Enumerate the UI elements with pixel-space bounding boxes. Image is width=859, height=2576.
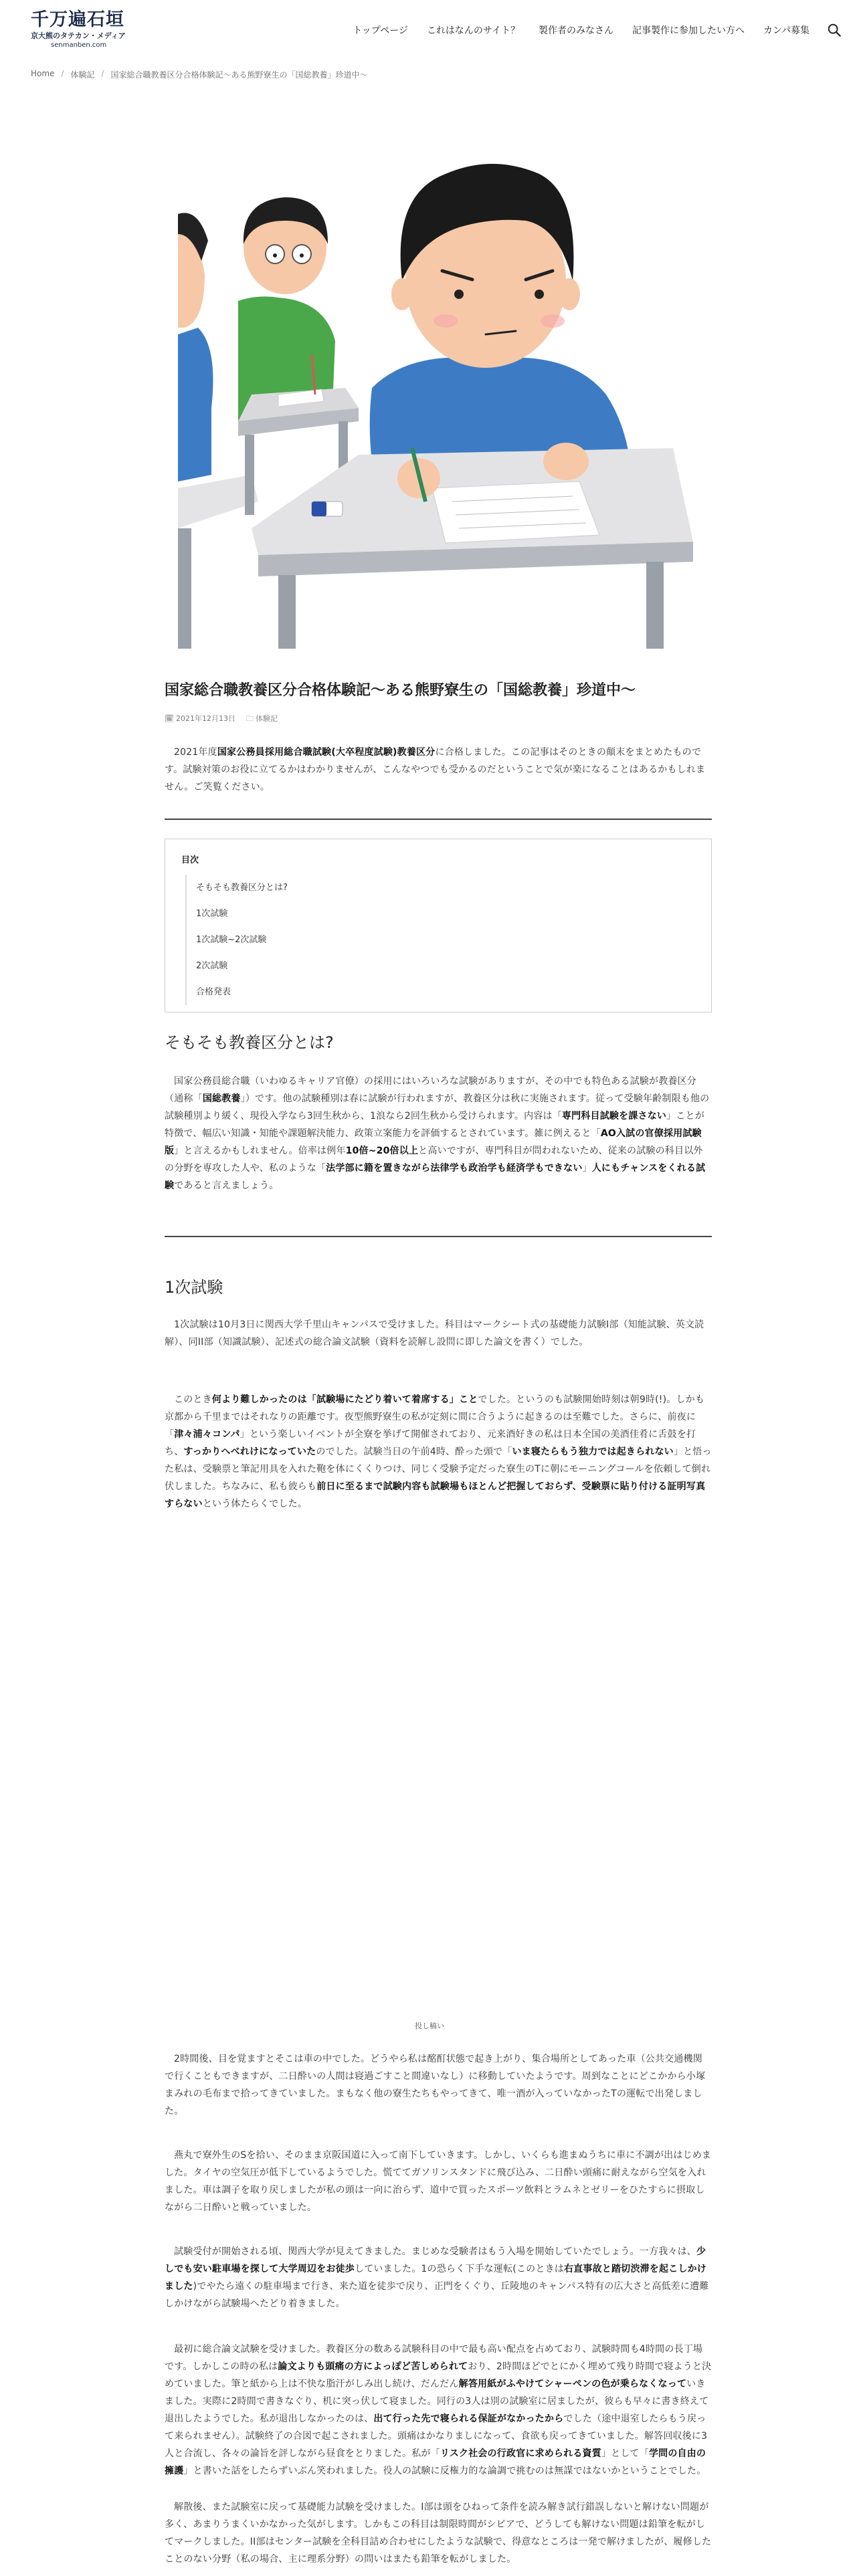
text-run: に合格しました。この記事はそのときの顛末をまとめたものです。試験対策のお役に立てるかはわかりませんが、こんなやつでも受かるのだということで気が楽になることはあるかもしれません。ご笑覧ください。 — [165, 747, 706, 792]
ad-label: 投し稿い — [415, 2022, 444, 2030]
toc-item[interactable]: 1次試験~2次試験 — [196, 935, 267, 945]
text-run: いきました。実際に2時間で書きなぐり、机に突っ伏して寝ました。同行の3人は別の試験室に居ましたが、彼らも早々に書き終えて退出したようでした。私が退出しなかったのは、 — [165, 2379, 709, 2424]
emphasis-text: 少しでも安い駐車場を探して大学周辺をお徒歩 — [165, 2246, 706, 2274]
site-logo[interactable] — [31, 9, 126, 49]
text-run: 」 — [582, 1163, 592, 1174]
text-run: という体たらくでした。 — [202, 1499, 308, 1509]
emphasis-text: AO入試の官僚採用試験版 — [165, 1128, 702, 1156]
toc-title: 目次 — [181, 855, 199, 865]
section-heading-first-exam: 1次試験 — [165, 1278, 223, 1297]
text-run: 」として「 — [601, 2448, 649, 2459]
emphasis-text: 津々浦々コンパ — [174, 1429, 240, 1440]
search-icon[interactable] — [827, 23, 842, 37]
section-paragraph — [165, 2243, 712, 2313]
text-run: 2時間後、目を覚ますとそこは車の中でした。どうやら私は酩酊状態で起き上がり、集合場所としてあった車（公共交通機関で行くこともできますが、二日酔いの人間は寝過ごすこと間違いなし）に移動していたようです。周到なことにどこかから小塚まみれの毛布まで拾ってきていました。まもなく他の寮生たちもやってきて、唯一酒が入っていなかったTの運転で出発しました。 — [165, 2054, 706, 2117]
text-run: でした（途中退室したらもう戻って来られません）。試験終了の合図で起こされました。頭痛はかなりましになって、食欲も戻ってきていました。解答回収後に3人と合流し、各々の論旨を評しながら昼食をとりました。私が「 — [165, 2413, 708, 2459]
text-run: 」）です。他の試験種別は春に試験が行われますが、教養区分は秋に実施されます。従って受験年齢制限も他の試験種別より緩く、現役入学なら3回生秋から、1浪なら2回生秋から受けられます。内容は「 — [165, 1093, 710, 1121]
text-run: していました。1の恐らく下手な運転(このときは — [355, 2264, 564, 2274]
text-run: のでした。試験当日の午前4時、酔った頭で「 — [316, 1446, 512, 1457]
post-category[interactable]: 体験記 — [255, 714, 278, 723]
emphasis-text: 論文よりも頭痛の方によっぽど苦しめられて — [278, 2361, 468, 2372]
text-run: 」ことが特徴で、幅広い知識・知能や課題解決能力、政策立案能力を評価するとされています。雑に例えると「 — [165, 1111, 704, 1139]
toc-item[interactable]: 2次試験 — [196, 961, 228, 971]
text-run: おり、2時間ほどでとにかく埋めて残り時間で寝ようと決めていました。筆と紙から上は不快な脂汗がしみ出し続け、だんだん — [165, 2361, 712, 2389]
text-run: 国家公務員総合職（いわゆるキャリア官僚）の採用にはいろいろな試験がありますが、その中でも特色ある試験が教養区分（通称「 — [165, 1076, 696, 1104]
emphasis-text: 人にもチャンスをくれる試験 — [165, 1163, 706, 1191]
section-paragraph — [165, 2050, 712, 2120]
toc-item[interactable]: そもそも教養区分とは? — [196, 883, 288, 893]
nav-about[interactable]: これはなんのサイト？ — [426, 25, 520, 36]
text-run: でした。というのも試験開始時刻は朝9時(!)。しかも京都から千里まではそれなりの距離です。夜型熊野寮生の私が定刻に間に合うように起きるのは至難でした。さらに、前夜に「 — [165, 1394, 705, 1440]
divider — [165, 819, 712, 820]
toc-item[interactable]: 1次試験 — [196, 909, 228, 919]
folder-icon: 🗀 — [246, 714, 254, 723]
post-intro — [165, 744, 712, 796]
nav-join[interactable]: 記事製作に参加したい方へ — [632, 25, 745, 36]
table-of-contents — [165, 839, 712, 1012]
breadcrumb — [31, 69, 368, 80]
text-run: 1次試験は10月3日に関西大学千里山キャンパスで受けました。科目はマークシート式の基礎能力試験I部（知能試験、英文読解）、同II部（知識試験）、記述式の総合論文試験（資料を読解し設問に即した論文を書く）でした。 — [165, 1319, 704, 1348]
section-heading-about: そもそも教養区分とは? — [165, 1033, 334, 1052]
text-run: 燕丸で寮外生のSを拾い、そのまま京阪国道に入って南下していきます。しかし、いくらも進まぬうちに車に不調が出はじめました。タイヤの空気圧が低下しているようでした。慌ててガソリンスタンドに飛び込み、二日酔い頭痛に耐えながら空気を入れました。車は調子を取り戻しましたが私の頭は一向に治らず、道中で買ったスポーツ飲料とラムネとゼリーをひたすらに摂取しながら二日酔いと戦っていました。 — [165, 2150, 712, 2213]
breadcrumb-current: 国家総合職教養区分合格体験記〜ある熊野寮生の「国総教養」珍道中〜 — [110, 70, 368, 80]
logo-tagline: 京大熊のタテカン・メディア — [31, 31, 126, 40]
emphasis-text: 何より難しかったのは「試験場にたどり着いて着席する」こと — [211, 1394, 478, 1405]
text-run: 2021年度 — [174, 747, 217, 758]
breadcrumb-separator: / — [61, 69, 64, 78]
toc-list — [185, 875, 695, 1005]
emphasis-text: 右直事故と踏切渋滞を起こしかけました — [165, 2264, 706, 2292]
breadcrumb-home[interactable]: Home — [31, 69, 55, 78]
post-date: 2021年12月13日 — [175, 714, 235, 723]
emphasis-text: 国家公務員採用総合職試験(大卒程度試験)教養区分 — [217, 747, 436, 758]
text-run: )でやたら遠くの駐車場まで行き、来た道を徒歩で戻り、正門をくぐり、丘陵地のキャンパス特有の広大さと高低差に遭難しかけながら試験場へたどり着きました。 — [165, 2281, 709, 2309]
text-run: このとき — [174, 1394, 212, 1405]
emphasis-text: いま寝たらもう独力では起きられない — [512, 1446, 674, 1457]
post-title: 国家総合職教養区分合格体験記〜ある熊野寮生の「国総教養」珍道中〜 — [165, 682, 636, 699]
post-category-wrap[interactable] — [246, 713, 278, 726]
text-run: 」という楽しいイベントが全寮を挙げて開催されており、元来酒好きの私は日本全国の美酒佳肴に舌鼓を打ち、 — [165, 1429, 696, 1457]
section-paragraph — [165, 1073, 712, 1194]
section-paragraph — [165, 1391, 712, 1513]
emphasis-text: 出て行った先で寝られる保証がなかったから — [373, 2413, 564, 2424]
nav-creators[interactable]: 製作者のみなさん — [538, 25, 613, 36]
emphasis-text: 法学部に籍を置きながら法律学も政治学も経済学もできない — [326, 1163, 583, 1174]
toc-item[interactable]: 合格発表 — [196, 987, 231, 997]
text-run: 最初に総合論文試験を受けました。教養区分の数ある試験科目の中で最も高い配点を占めており、試験時間も4時間の長丁場です。しかしこの時の私は — [165, 2344, 703, 2372]
emphasis-text: リスク社会の行政官に求められる資質 — [440, 2448, 601, 2459]
emphasis-text: 学問の自由の擁護 — [165, 2448, 706, 2476]
section-paragraph — [165, 2341, 712, 2480]
section-paragraph — [165, 1316, 712, 1351]
emphasis-text: 前日に至るまで試験内容も試験場もほとんど把握しておらず、受験票に貼り付ける証明写真すらない — [165, 1481, 706, 1509]
main-nav — [343, 23, 819, 39]
post-meta — [165, 713, 278, 726]
emphasis-text: 専門科目試験を課さない — [561, 1111, 667, 1121]
text-run: と高いですが、専門科目が問われないため、従来の試験の科目以外の分野を専攻した人や、私のような「 — [165, 1146, 703, 1174]
nav-top[interactable]: トップページ — [353, 25, 408, 36]
text-run: 試験受付が開始される頃、関西大学が見えてきました。まじめな受験者はもう入場を開始していたでしょう。一方我々は、 — [174, 2246, 696, 2257]
site-header — [0, 0, 859, 62]
text-run: 」と悟った私は、受験票と筆記用具を入れた鞄を体にくくりつけ、同じく受験予定だった寮生のTに朝にモーニングコールを依頼して倒れ伏しました。ちなみに、私も彼らも — [165, 1446, 712, 1492]
breadcrumb-separator: / — [101, 69, 104, 78]
breadcrumb-category[interactable]: 体験記 — [70, 70, 95, 80]
logo-url: senmanben.com — [51, 41, 107, 49]
section-paragraph — [165, 2147, 712, 2216]
emphasis-text: 国総教養 — [202, 1093, 241, 1104]
text-run: 」と書いた話をしたらずいぶん笑われました。役人の試験に反権力的な論調で挑むのは無謀ではないかということでした。 — [183, 2466, 706, 2476]
emphasis-text: すっかりへべれけになっていた — [183, 1446, 316, 1457]
text-run: であると言えましょう。 — [174, 1180, 279, 1191]
nav-donate[interactable]: カンパ募集 — [763, 25, 809, 36]
emphasis-text: 10倍~20倍以上 — [345, 1146, 419, 1156]
featured-image-exam-illustration — [178, 127, 704, 649]
emphasis-text: 解答用紙がふやけてシャーペンの色が乗らなくなって — [458, 2379, 687, 2389]
section-paragraph — [165, 2498, 712, 2568]
divider — [165, 1236, 712, 1237]
text-run: 解散後、また試験室に戻って基礎能力試験を受けました。I部は頭をひねって条件を読み解き試行錯誤しないと解けない問題が多く、あまりうまくいかなかった気がします。しかもこの科目は制限時間がシビアで、どうしても解けない問題は鉛筆を転がしてマークしました。II部はセンター試験を全科目詰め合わせにしたような試験で、得意なところは一発で解けましたが、履修したことのない分野（私の場合、主に理系分野）の問いはまたも鉛筆を転がしました。 — [165, 2502, 712, 2565]
text-run: 」と言えるかもしれません。倍率は例年 — [174, 1146, 346, 1156]
post-date-wrap — [165, 713, 235, 726]
logo-title: 千万遍石垣 — [31, 9, 124, 30]
calendar-icon: 🗓 — [165, 714, 174, 723]
